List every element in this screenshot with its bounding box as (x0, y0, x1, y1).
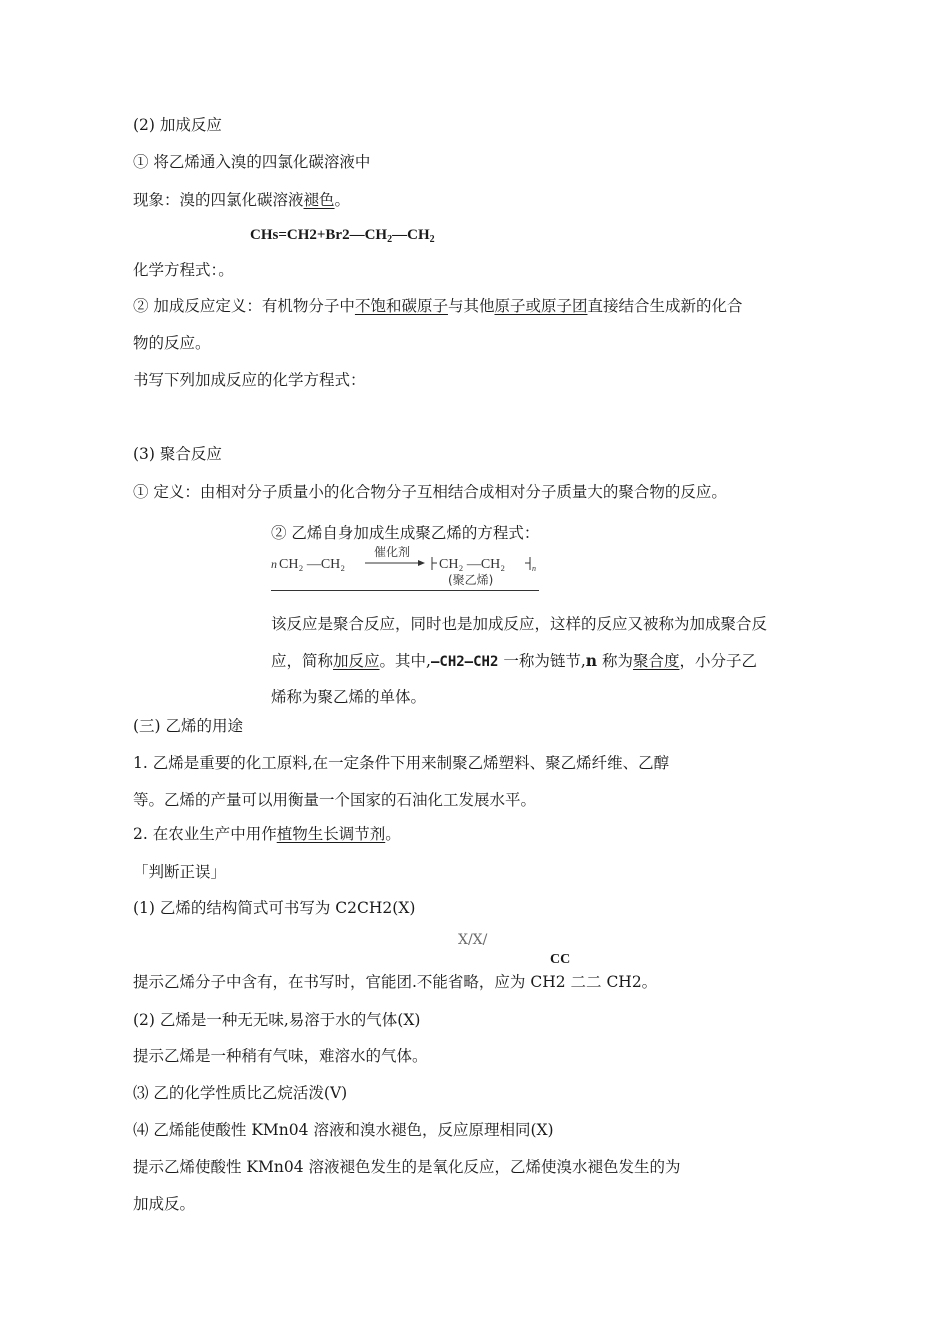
product-name: (聚乙烯) (448, 573, 494, 587)
left-bracket-icon (432, 557, 437, 570)
polymerization-equation (271, 546, 551, 590)
bromination-formula: $CHs=CH2+Br2—CH_2—CH_2$ (250, 227, 435, 245)
judge-4-hint: 提示乙烯使酸性 KMn04 溶液褪色发生的是氧化反应，乙烯使溴水褪色发生的为 (133, 1158, 681, 1176)
judge-1-mark: X/X/ (458, 932, 488, 948)
judge-1-cc: CC (550, 952, 571, 967)
use-1: 1. 乙烯是重要的化工原料,在一定条件下用来制聚乙烯塑料、聚乙烯纤维、乙醇 (133, 754, 670, 772)
arrow-head-icon (418, 560, 425, 566)
right-bracket-icon (525, 557, 530, 570)
equation-divider (271, 590, 539, 591)
polymerization-note-2: 应，简称加反应。其中,—CH2—CH2 一称为链节,n 称为聚合度，小分子乙 (271, 651, 758, 670)
ethylene-reactant: CH₂ —CH₂ (279, 557, 346, 572)
judge-2-hint: 提示乙烯是一种稍有气味，难溶水的气体。 (133, 1047, 428, 1065)
judge-heading: 「判断正误」 (133, 863, 227, 881)
polyethylene-equation-label: ② 乙烯自身加成生成聚乙烯的方程式： (271, 524, 540, 542)
repeat-unit: CH₂ —CH₂ (439, 557, 506, 572)
use-1-cont: 等。乙烯的产量可以用衡量一个国家的石油化工发展水平。 (133, 791, 537, 809)
judge-1-hint: 提示乙烯分子中含有，在书写时，官能团.不能省略，应为 CH2 二二 CH2。 (133, 973, 658, 991)
judge-2: (2) 乙烯是一种无无味,易溶于水的气体(X) (133, 1011, 421, 1029)
s2-item-1: ① 将乙烯通入溴的四氯化碳溶液中 (133, 153, 371, 171)
fade-underline: 褪色 (303, 191, 335, 209)
section-3-heading: (3) 聚合反应 (133, 445, 222, 463)
addition-definition-cont: 物的反应。 (133, 334, 211, 352)
s2-phenomenon: 现象：溴的四氯化碳溶液褪色。 (133, 191, 351, 209)
uses-heading: (三) 乙烯的用途 (133, 717, 244, 735)
judge-4-hint-cont: 加成反。 (133, 1195, 196, 1213)
polymerization-note-1: 该反应是聚合反应，同时也是加成反应，这样的反应又被称为加成聚合反 (271, 615, 768, 633)
degree-n: n (532, 564, 536, 573)
polymerization-note-3: 烯称为聚乙烯的单体。 (271, 688, 427, 706)
coefficient-n: n (271, 557, 277, 571)
judge-3: ⑶ 乙的化学性质比乙烷活泼(V) (133, 1084, 348, 1102)
judge-4: ⑷ 乙烯能使酸性 KMn04 溶液和溴水褪色，反应原理相同(X) (133, 1121, 554, 1139)
equation-label: 化学方程式：。 (133, 261, 234, 279)
use-2: 2. 在农业生产中用作植物生长调节剂。 (133, 825, 401, 843)
catalyst-label: 催化剂 (374, 546, 411, 559)
section-2-heading: (2) 加成反应 (133, 116, 222, 134)
addition-definition: ② 加成反应定义：有机物分子中不饱和碳原子与其他原子或原子团直接结合生成新的化合 (133, 297, 743, 315)
write-equations-prompt: 书写下列加成反应的化学方程式： (133, 371, 366, 389)
judge-1: (1) 乙烯的结构简式可书写为 C2CH2(X) (133, 899, 416, 917)
polymerization-definition: ① 定义：由相对分子质量小的化合物分子互相结合成相对分子质量大的聚合物的反应。 (133, 483, 727, 501)
